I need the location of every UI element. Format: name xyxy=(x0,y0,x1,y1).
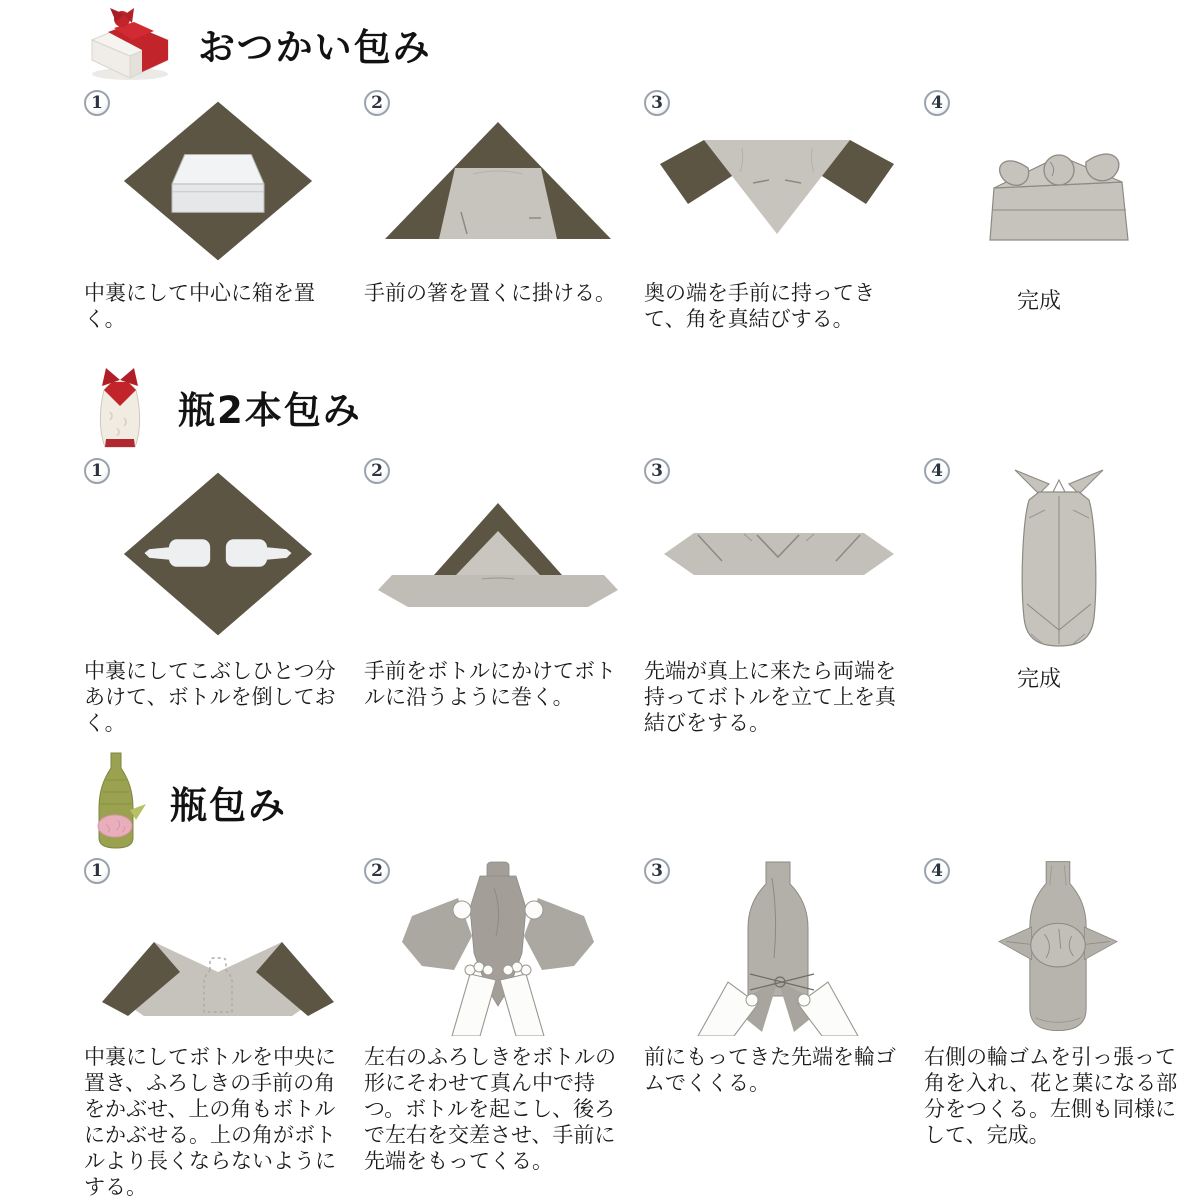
step-caption: 右側の輪ゴムを引っ張って角を入れ、花と葉になる部分をつくる。左側も同様にして、完成。 xyxy=(924,1045,1178,1148)
step-number-badge: 1 xyxy=(84,858,110,884)
section-otsukai-tsutsumi xyxy=(0,0,1200,332)
step-caption: 完成 xyxy=(1016,667,1061,693)
page-title: 瓶2本包み xyxy=(178,389,362,433)
section-header xyxy=(84,2,1200,86)
section-bin-tsutsumi xyxy=(0,750,1200,1200)
step xyxy=(78,86,358,332)
page-title: 瓶包み xyxy=(170,784,287,828)
steps-row xyxy=(78,86,1200,332)
step-number-badge: 2 xyxy=(364,458,390,484)
page-title: おつかい包み xyxy=(198,26,432,69)
step-caption: 完成 xyxy=(1016,289,1061,314)
step xyxy=(638,854,918,1200)
step xyxy=(78,854,358,1200)
green-bottle-photo-icon xyxy=(84,750,148,854)
step-caption: 先端が真上に来たら両端を持ってボトルを立て上を真結びをする。 xyxy=(644,659,896,736)
step-number-badge: 3 xyxy=(644,458,670,484)
step xyxy=(918,854,1198,1200)
step xyxy=(78,454,358,736)
step xyxy=(918,86,1198,332)
step-caption: 前にもってきた先端を輪ゴムでくくる。 xyxy=(644,1045,896,1096)
steps-row xyxy=(78,854,1200,1200)
section-bin-2hon-tsutsumi xyxy=(0,360,1200,736)
step-number-badge: 2 xyxy=(364,858,390,884)
step xyxy=(918,454,1198,736)
diagram-far-corner-brought-forward xyxy=(638,90,918,272)
diagram-cloth-diamond-with-two-bottles xyxy=(78,458,358,650)
step xyxy=(638,86,918,332)
step-number-badge: 4 xyxy=(924,458,950,484)
step-number-badge: 1 xyxy=(84,90,110,116)
step-number-badge: 2 xyxy=(364,90,390,116)
step-number-badge: 4 xyxy=(924,858,950,884)
gift-box-photo-icon xyxy=(84,2,176,86)
two-bottles-photo-icon xyxy=(84,360,156,454)
section-header xyxy=(84,360,1200,454)
step-number-badge: 3 xyxy=(644,90,670,116)
step xyxy=(358,86,638,332)
steps-row xyxy=(78,454,1200,736)
step-caption: 奥の端を手前に持ってきて、角を真結びする。 xyxy=(644,281,875,332)
step-caption: 手前の箸を置くに掛ける。 xyxy=(364,281,616,305)
step-caption: 手前をボトルにかけてボトルに沿うように巻く。 xyxy=(364,659,616,710)
step-caption: 中裏にして中心に箱を置く。 xyxy=(84,281,315,332)
section-header xyxy=(84,750,1200,854)
diagram-hands-holding-cloth-around-bottle xyxy=(358,858,638,1036)
diagram-cloth-diamond-with-box xyxy=(78,90,358,272)
diagram-finished-box-wrap xyxy=(918,90,1198,272)
step xyxy=(638,454,918,736)
step-caption: 中裏にしてこぶしひとつ分あけて、ボトルを倒しておく。 xyxy=(84,659,336,736)
step-number-badge: 4 xyxy=(924,90,950,116)
step-number-badge: 3 xyxy=(644,858,670,884)
diagram-finished-bottle-wrap-with-flower xyxy=(918,858,1198,1036)
diagram-front-corner-over-box xyxy=(358,90,638,272)
step-number-badge: 1 xyxy=(84,458,110,484)
diagram-bottle-on-cloth-corners-folded xyxy=(78,858,358,1036)
diagram-finished-two-bottle-wrap xyxy=(918,458,1198,650)
step-caption: 中裏にしてボトルを中央に置き、ふろしきの手前の角をかぶせ、上の角もボトルにかぶせる。上の角がボトルより長くならないようにする。 xyxy=(84,1045,336,1200)
diagram-rolled-bottles-flat xyxy=(638,458,918,650)
step xyxy=(358,454,638,736)
diagram-tying-tip-with-rubber-band xyxy=(638,858,918,1036)
diagram-front-corner-over-bottles xyxy=(358,458,638,650)
step-caption: 左右のふろしきをボトルの形にそわせて真ん中で持つ。ボトルを起こし、後ろで左右を交差させ、手前に先端をもってくる。 xyxy=(364,1045,616,1174)
step xyxy=(358,854,638,1200)
